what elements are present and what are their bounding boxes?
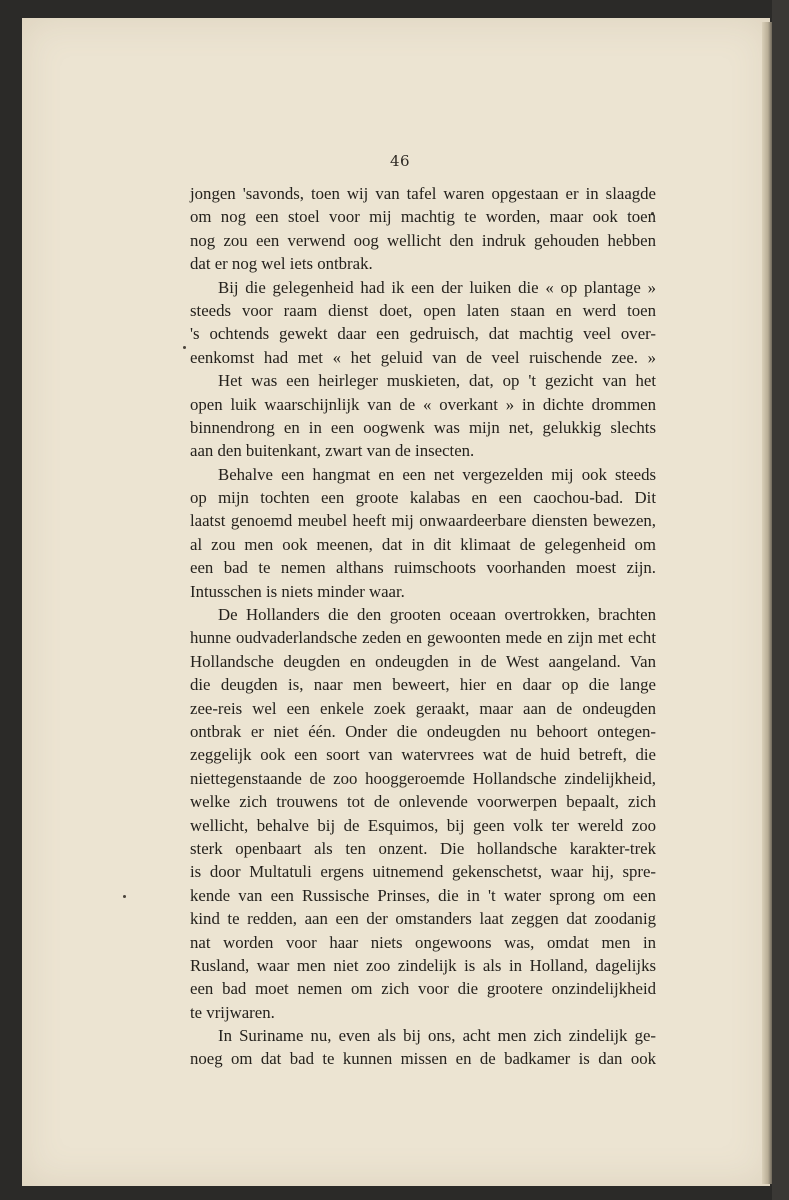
text-line: binnendrong en in een oogwenk was mijn net, gelukkig slechts (190, 417, 656, 437)
text-line: kende van een Russische Prinses, die in 't water sprong om een (190, 885, 656, 905)
text-line: niettegenstaande de zoo hooggeroemde Hollandsche zindelijkheid, (190, 768, 656, 788)
text-line: hunne oudvaderlandsche zeden en gewoonten mede en zijn met echt (190, 628, 656, 648)
text-line: welke zich trouwens tot de onlevende voorwerpen bepaalt, zich (190, 792, 656, 812)
text-line: sterk openbaart als ten onzent. Die hollandsche karakter-trek (190, 838, 656, 858)
text-line: In Suriname nu, even als bij ons, acht men zich zindelijk ge- (218, 1026, 656, 1046)
text-line: noeg om dat bad te kunnen missen en de badkamer is dan ook (190, 1049, 656, 1069)
text-line: een bad te nemen althans ruimschoots voorhanden moest zijn. (190, 558, 656, 578)
text-line: wellicht, behalve bij de Esquimos, bij geen volk ter wereld zoo (190, 815, 656, 835)
text-line: om nog een stoel voor mij machtig te worden, maar ook toen (190, 207, 656, 227)
text-line: open luik waarschijnlijk van de « overkant » in dichte drommen (190, 394, 656, 414)
text-line: Hollandsche deugden en ondeugden in de West aangeland. Van (190, 651, 656, 671)
text-line: steeds voor raam dienst doet, open laten staan en werd toen (190, 300, 656, 320)
text-line: die deugden is, naar men beweert, hier en daar op die lange (190, 675, 656, 695)
text-line: kind te redden, aan een der omstanders laat zeggen dat zoodanig (190, 909, 656, 929)
text-line: Behalve een hangmat en een net vergezelden mij ook steeds (218, 464, 656, 484)
margin-speck (183, 346, 186, 349)
body-text (190, 182, 656, 1071)
text-line: jongen 'savonds, toen wij van tafel waren opgestaan er in slaagde (190, 184, 656, 203)
text-line: Bij die gelegenheid had ik een der luiken die « op plantage » (218, 277, 656, 297)
text-line: dat er nog wel iets ontbrak. (190, 254, 373, 274)
text-line: 's ochtends gewekt daar een gedruisch, dat machtig veel over- (190, 324, 656, 344)
text-line: nat worden voor haar niets ongewoons was, omdat men in (190, 932, 656, 952)
text-line: Het was een heirleger muskieten, dat, op 't gezicht van het (218, 371, 656, 391)
text-line: zee-reis wel een enkele zoek geraakt, maar aan de ondeugden (190, 698, 656, 718)
text-line: Intusschen is niets minder waar. (190, 581, 405, 601)
text-line: nog zou een verwend oog wellicht den indruk gehouden hebben (190, 230, 656, 250)
page-number: 46 (390, 152, 411, 170)
text-line: De Hollanders die den grooten oceaan overtrokken, brachten (218, 605, 656, 625)
text-line: aan den buitenkant, zwart van de insecten. (190, 441, 475, 461)
text-line: Rusland, waar men niet zoo zindelijk is als in Holland, dagelijks (190, 955, 656, 975)
margin-speck (123, 895, 126, 898)
text-line: ontbrak er niet één. Onder die ondeugden nu behoort ontegen- (190, 721, 656, 741)
book-binding (772, 0, 789, 1200)
text-line: is door Multatuli ergens uitnemend gekenschetst, waar hij, spre- (190, 862, 656, 882)
text-line: eenkomst had met « het geluid van de veel ruischende zee. » (190, 347, 656, 367)
text-line: een bad moet nemen om zich voor die grootere onzindelijkheid (190, 979, 656, 999)
page-edge (762, 22, 772, 1184)
text-line: te vrijwaren. (190, 1002, 275, 1022)
text-line: zeggelijk ook een soort van watervrees wat de huid betreft, die (190, 745, 656, 765)
text-line: al zou men ook meenen, dat in dit klimaat de gelegenheid om (190, 534, 656, 554)
text-line: op mijn tochten een groote kalabas en een caochou-bad. Dit (190, 488, 656, 508)
text-line: laatst genoemd meubel heeft mij onwaardeerbare diensten bewezen, (190, 511, 656, 531)
